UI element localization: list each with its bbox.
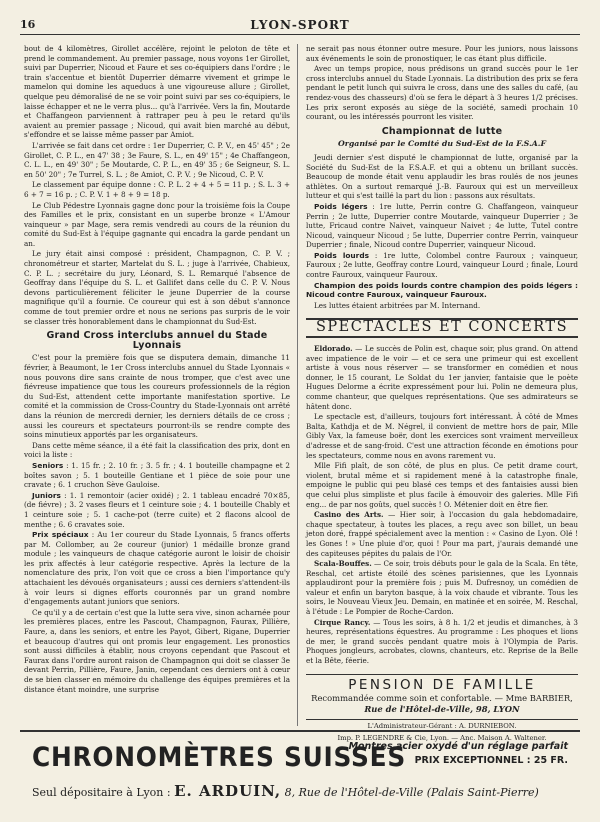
article-paragraph: Dans cette même séance, il a été fait la classification des prix, dont en voici la liste : [24,440,290,460]
venue-name: Casino des Arts. [314,510,384,520]
advert-depositary [32,782,539,800]
depot-name: E. ARDUIN, [174,782,282,800]
results-text: : 1re lutte, Colombel contre Fauroux ; vainqueur, Fauroux ; 2e lutte, Geoffray contre Lourd, vainqueur Lourd ; finale, Lourd contre Fauroux, vainqueur Fauroux. [306,250,579,280]
left-column [24,44,290,695]
article-paragraph: Le Club Pédestre Lyonnais gagne donc pour la troisième fois la Coupe des Familles et le prix, consistant en un superbe bronze « L'Amour vainqueur » par Mage, sera remis vendredi au cours de la réunion du comité du Sud-Est à l'équipe gagnante qui encadra la garde pendant un an. [24,200,290,248]
prize-text: : 1. 1 remontoir (acier oxidé) ; 2. 1 tableau encadré 70×85, (de fiévre) ; 3. 2 vases fleurs et 1 ceinture soie ; 4. 1 bouteille Chably et 1 ceinture soie ; 5. 1 cache-pot (terre cuite) et 2 flacons alcool de menthe ; 6. 6 cravates soie. [24,490,290,529]
administrator-line: L'Administrateur-Gérant : A. DURNIEBON. [306,719,578,732]
pension-address: Rue de l'Hôtel-de-Ville, 98, LYON [364,703,520,714]
lutte-heading: Championnat de lutte [381,125,503,137]
prize-text: : Au 1er coureur du Stade Lyonnais, 5 francs offerts par M. Collomber, au 2e coureur (junior) 1 médaille bronze grand module ; les vainqueurs de chaque catégorie auront le loisir de choisir les prix affectés à leur catégorie respective. Après la lecture de la nomenclature des prix, l'on voit que ce cross a bien l'importance qu'y attachaient les dévoués organisateurs ; aussi ces derniers s'attendent-ils à voir leurs si dignes efforts couronnés par un grand nombre d'engagements autant juniors que seniors. [24,530,290,607]
prize-text: : 1. 15 fr. ; 2. 10 fr. ; 3. 5 fr. ; 4. 1 bouteille champagne et 2 boîtes savon ; 5. 1 bouteille Gentiane et 1 pièce de soie pour une cravate ; 6. 1 cruchon Sève Gauloise. [24,460,290,490]
advert-headline: CHRONOMÈTRES SUISSES [32,742,406,773]
weight-class-label: Poids légers [314,201,368,211]
arbitres-note: Les luttes étaient arbitrées par M. Internand. [314,300,481,310]
results-lourds [306,251,578,280]
review-cirque [306,618,578,666]
header-rule [20,34,580,35]
article-paragraph: bout de 4 kilomètres, Girollet accélère, rejoint le peloton de tête et prend le commandement. Au premier passage, nous voyons 1er Girollet, suivi par Duperrier, Nicoud et Faure et ses co-équipiers dans l'ordre ; le train s'accentue et bientôt Duperrier démarre vivement et grimpe le mamelon qui domine les aqueducs à une vigoureuse allure ; Girollet, quelque peu démoralisé de ne se voir point suivi par ses co-équipiers, le laisse échapper et ne le verra plus... qu'à l'arrivée. Vers la fin, Moutarde et Chaffangeon parviennent à rattraper peu à peu le retard qu'ils avaient au premier passage ; Nicoud, qui avait bien marché au début, s'effondre et se laisse même passer par Amiot. [24,44,290,140]
depot-address: 8, Rue de l'Hôtel-de-Ville (Palais Saint-Pierre) [284,786,539,799]
venue-name: Cirque Rancy. [314,617,371,627]
review-text: — Tous les soirs, à 8 h. 1/2 et jeudis et dimanches, à 3 heures, représentations équestres. Au programme : Les phoques et lions de mer, le grand succès pendant quatre mois à l'Olympia de Paris. Phoques jongleurs, acrobates, clowns, chanteurs, etc. Reprise de la Belle et la Bête, féerie. [306,617,578,666]
prize-label: Juniors [32,490,61,500]
pension-advert [306,674,578,715]
results-text: : 1re lutte, Perrin contre G. Chaffangeon, vainqueur Perrin ; 2e lutte, Duperrier contre Moutarde, vainqueur Duperrier ; 3e lutte, Fricaud contre Naivet, vainqueur Naivet ; 4e lutte, Tutel contre Nicoud, vainqueur Nicoud ; 5e lutte, Duperrier contre Perrin, vainqueur Duperrier ; finale, Nicoud contre Duperrier, vainqueur Nicoud. [306,201,578,250]
review-text: — Ce soir, trois débuts pour le gala de la Scala. En tête, Reschal, cet artiste étoilé des scènes parisiennes, que les Lyonnais applaudiront pour la première fois ; puis M. Dufresnoy, un comédien de valeur et enfin un baryton basque, à la voix chaude et vibrante. Tous les soirs, le Nouveau Vieux Jeu. Demain, en matinée et en soirée, M. Reschal, à l'étude : Le Pompier de Roche-Cardon. [306,559,578,617]
article-paragraph: L'arrivée se fait dans cet ordre : 1er Duperrier, C. P. V., en 45' 45" ; 2e Girollet, C. P. L., en 47' 38 ; 3e Faure, S. L., en 49' 15" ; 4e Chaffangeon, C. L. L., en 49' 30" ; 5e Moutarde, C. P. L., en 49' 35 ; 6e Seigneur, S. L. en 50' 20" ; 7e Turrel, S. L. ; 8e Amiot, C. P. V. ; 9e Nicoud, C. P. V. [24,140,290,179]
pension-title: PENSION DE FAMILLE [348,676,536,693]
printer-line: Imp. P. LEGENDRE & Cie, Lyon. — Anc. Maison A. Waltener. [337,734,547,742]
article-paragraph: C'est pour la première fois que se disputera demain, dimanche 11 février, à Beaumont, le 1er Cross interclubs annuel du Stade Lyonnais « nous pouvons dire sans crainte de nous tromper, que c'est avec une fiévreuse impatience que tous les coureurs professionnels de la région du Sud-Est, attendent cette importante manifestation sportive. Le comité et la commission de Cross-Country du Stade-Lyonnais ont arrêté dans la réunion de mercredi dernier, les derniers détails de ce cross ; aussi les coureurs et spectateurs pourront-ils se rendre compte des soins minutieux apportés par les organisateurs. [24,353,290,440]
article-paragraph: Avec un temps propice, nous prédisons un grand succès pour le 1er cross interclubs annuel du Stade Lyonnais. La distribution des prix se fera pendant le petit lunch qui suivra le cross, dans une des salles du café, (au rendez-vous des chasseurs) d'où se fera le départ à 3 heures 1/2 précises. Les prix seront exposés au siège de la société, samedi prochain 10 courant, ou les intéressés pourront les visiter. [306,64,578,122]
results-legers [306,202,578,250]
lutte-subheading: Organisé par le Comité du Sud-Est de la F.S.A.F [337,139,547,149]
prize-list-seniors [24,461,290,490]
article-paragraph: ne serait pas nous étonner outre mesure. Pour les juniors, nous laissons aux événements le soin de pronostiquer, le cas étant plus difficile. [306,44,578,63]
prize-list-juniors [24,491,290,529]
review-scala [306,559,578,617]
chronometres-advert [20,730,580,816]
prize-list-speciaux [24,530,290,607]
article-paragraph: Le jury était ainsi composé : président, Champagnon, C. P. V. ; chronométreur et starter, Martelat du S. L. ; juge à l'arrivée, Chabieux, C. P. L. ; secrétaire du jury, Léonard, S. L. Remarqué l'absence de Geoffray dans l'équipe du S. L. et Gallifet dans celle du C. P. V. Nous devons particulièrement féliciter le jeune Duperrier de la course magnifique qu'il a fournie. Ce coureur qui est à son début s'annonce comme de tout premier ordre et nous ne serions pas surpris de le voir se classer très honorablement dans le championnat du Sud-Est. [24,249,290,326]
review-eldorado [306,344,578,411]
review-text: — Le succès de Polin est, chaque soir, plus grand. On attend avec impatience de le voir — et ce sera une primeur qui est excellent artiste à vous nous réserver — se transformer en comédien et nous donner, le 15 courant, Le Soldat du 1er janvier, fantaisie que le poète Hugues Delorme a écrite expressément pour lui. Polin ne demeura plus, comme chanteur, que quelques représentations. Que ses admirateurs se hâtent donc. [306,344,578,411]
weight-class-label: Poids lourds [314,250,370,260]
article-paragraph: Mlle Fifi plaît, de son côté, de plus en plus. Ce petit drame court, violent, brutal même et si rapidement mené à la catastrophe finale, empoigne le public qui peu blasé ces temps et des fantaisies aussi bien que celui plus simpliste et plus facile à émouvoir des galeries. Mlle Fifi eng... de par nos goûts, quel succès ! O. Métenier doit en être fier. [306,461,578,509]
advert-price: PRIX EXCEPTIONNEL : 25 FR. [414,755,568,766]
prize-label: Seniors [32,460,64,470]
article-paragraph: Le spectacle est, d'ailleurs, toujours fort intéressant. À côté de Mmes Balta, Kathdja et de M. Négrel, il convient de mettre hors de pair, Mlle Gibly Vax, la fameuse boër, dont les exercices sont vraiment merveilleux d'adresse et de sang-froid. C'est une attraction féconde en émotions pour les spectateurs, comme nous en avons rarement vu. [306,412,578,460]
article-paragraph: Le classement par équipe donne : C. P. L. 2 + 4 + 5 = 11 p. ; S. L. 3 + 6 + 7 = 16 p. ; C. P. V. 1 + 8 + 9 = 18 p. [24,180,290,199]
cross-heading: Grand Cross interclubs annuel du Stade Lyonnais [46,330,268,351]
column-divider [297,44,298,726]
masthead: LYON-SPORT [250,18,350,32]
venue-name: Eldorado. [314,344,353,354]
spectacles-heading: SPECTACLES ET CONCERTS [306,318,578,338]
article-paragraph: Ce qu'il y a de certain c'est que la lutte sera vive, sinon acharnée pour les premières places, entre les Pascout, Champagnon, Faurax, Pillière, Faure, a, dans les seniors, et entre les Payot, Gibert, Rigane, Duperrier et beaucoup d'autres qui ont promis leur engagement. Les pronostics sont aussi difficiles à établir, nous croyons cependant que Pascout et Faurax dans l'ordre auront raison de Champagnon qui doit se classer 3e devant Perrin, Pillière, Faure, Janin, cependant ces derniers ont à cœur de se bien classer en mémoire du challenge des équipes premières et la distance étant moindre, une surprise [24,607,290,694]
article-paragraph: Jeudi dernier s'est disputé le championnat de lutte, organisé par la Société du Sud-Est de la F.S.A.F. et qui a obtenu un brillant succès. Beaucoup de monde était venu applaudir les bras roulés de nos jeunes athlètes. On a surtout remarqué J.-B. Fauroux qui est un merveilleux lutteur et qui s'est taillé la part du lion : passons aux résultats. [306,152,578,201]
page-number: 16 [20,18,36,31]
page-header [20,18,580,32]
right-column [306,44,578,744]
prize-label: Prix spéciaux [32,530,89,540]
pension-line: Recommandée comme soin et confortable. — Mme BARBIER, [311,693,573,704]
review-text: — Hier soir, à l'occasion du gala hebdomadaire, chaque spectateur, à toutes les places, a reçu avec son billet, un beau jeton doré, frappé spécialement avec la mention : « Casino de Lyon. Olé ! les Gones ! » Une pluie d'or, quoi ! Pour ma part, j'aurais demandé une des capiteuses pépites du palais de l'Or. [306,510,578,558]
champion-result: Champion des poids lourds contre champion des poids légers : Nicoud contre Fauroux, vainqueur Fauroux. [306,280,578,300]
advert-tagline: Montres acier oxydé d'un réglage parfait [348,741,568,752]
review-casino [306,510,578,558]
depot-label: Seul dépositaire à Lyon : [32,786,171,799]
venue-name: Scala-Bouffes. [314,559,372,569]
